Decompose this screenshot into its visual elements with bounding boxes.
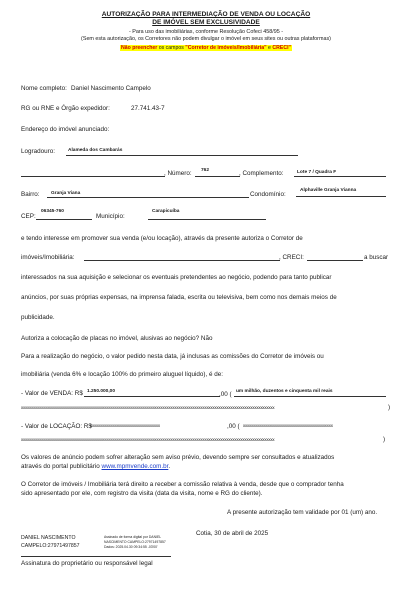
logradouro-line-2 bbox=[21, 176, 165, 177]
direito-line-2: sido apresentado por ele, com registro da visita (data da visita, nome e RG do cliente). bbox=[21, 490, 263, 497]
title-line-1: AUTORIZAÇÃO PARA INTERMEDIAÇÃO DE VENDA OU LOCAÇÃO bbox=[101, 11, 311, 18]
warn-and: e bbox=[266, 45, 273, 51]
venda-x-fill: xxxxxxxxxxxxxxxxxxxxxxxxxxxxxxxxxxxxxxxxxxxxxxxxxxxxxxxxxxxxxxxxxxxxxxxxxxxxxxxxxxxxxxxxxxxxxxxxxxxxxxxxxxxxxxxxxxxxxxxxxxxxxxx bbox=[21, 405, 275, 410]
signature-line bbox=[21, 556, 171, 557]
complemento-value: Lote 7 / Quadra F bbox=[297, 170, 337, 175]
venda-extenso: um milhão, duzentos e cinquenta mil reais bbox=[236, 389, 333, 394]
endereco-label: Endereço do imóvel anunciado: bbox=[21, 126, 110, 133]
place-date: Cotia, 30 de abril de 2025 bbox=[196, 530, 269, 537]
digital-signature-line-3: Dados: 2025.04.30 09:34:55 -03'00' bbox=[104, 545, 158, 549]
bairro-label: Bairro: bbox=[21, 191, 40, 198]
portal-link[interactable]: www.mpmvende.com.br bbox=[101, 463, 169, 470]
warn-fields: os campos bbox=[157, 45, 186, 51]
body-line-3: interessados na sua aquisição e selecionar os eventuais pretendentes ao negócio, podendo para tanto publicar bbox=[21, 274, 332, 281]
locacao-x-fill-3: xxxxxxxxxxxxxxxxxxxxxxxxxxxxxxxxxxxxxxxxxxxxxxxxxxxxxxxxxxxxxxxxxxxxxxxxxxxxxxxxxxxxxxxxxxxxxxxxxxxxxxxxxxxxxxxxxxxxxxxxxxxxxxx bbox=[21, 437, 275, 442]
venda-close: ) bbox=[388, 404, 391, 411]
comissao-line-2: imobiliária (venda 6% e locação 100% do primeiro aluguel líquido), é de: bbox=[21, 371, 223, 378]
validade-text: A presente autorização tem validade por 01 (um) ano. bbox=[227, 509, 378, 516]
alteracao-line-1: Os valores de anúncio podem sofrer alteração sem aviso prévio, devendo sempre ser consultados e atualizados bbox=[21, 454, 335, 461]
complemento-line bbox=[294, 176, 386, 177]
logradouro-label: Logradouro: bbox=[21, 148, 55, 155]
body-line-1: e tendo interesse em promover sua venda (e/ou locação), através da presente autoriza o Corretor de bbox=[21, 235, 303, 242]
municipio-value: Carapicuíba bbox=[152, 209, 180, 214]
body-line-5: publicidade. bbox=[21, 314, 55, 321]
locacao-cents: ,00 ( bbox=[227, 423, 240, 430]
bairro-line bbox=[47, 197, 249, 198]
locacao-x-fill-2: xxxxxxxxxxxxxxxxxxxxxxxxxxxxxxxxxxxxxxxxxxxxx bbox=[243, 423, 333, 428]
venda-label: - Valor de VENDA: R$ bbox=[21, 390, 83, 397]
placas-question: Autoriza a colocação de placas no imóvel, alusivas ao negócio? Não bbox=[21, 335, 213, 342]
bairro-value: Granja Viana bbox=[51, 191, 81, 196]
rg-value: 27.741.43-7 bbox=[131, 105, 165, 112]
digital-signature-line-2: NASCIMENTO CAMPELO:27971497857 bbox=[104, 540, 166, 544]
cep-label: CEP: bbox=[21, 213, 36, 220]
numero-label: , Número: bbox=[164, 170, 192, 177]
venda-extenso-line bbox=[234, 396, 386, 397]
subtitle-warning: (Sem esta autorização, os Corretores não podem divulgar o imóvel em seus sites ou outras plataformas) bbox=[81, 36, 331, 42]
alteracao-period: . bbox=[168, 463, 171, 470]
condominio-label: Condomínio: bbox=[250, 191, 286, 198]
body-line-4: anúncios, por suas próprias expensas, na imprensa falada, escrita ou televisiva, bem como nos demais meios de bbox=[21, 294, 337, 301]
municipio-line bbox=[148, 219, 266, 220]
nome-value: Daniel Nascimento Campelo bbox=[71, 85, 151, 92]
signer-name-line-1: DANIEL NASCIMENTO bbox=[21, 535, 76, 541]
alteracao-text: através do portal publicitário bbox=[21, 463, 102, 470]
warn-creci-field: CRECI" bbox=[272, 45, 291, 51]
nome-label: Nome completo: bbox=[21, 85, 67, 92]
logradouro-value: Alameda dos Cambarás bbox=[68, 148, 123, 153]
locacao-label: - Valor de LOCAÇÃO: R$ bbox=[21, 423, 92, 430]
title-line-2: DE IMÓVEL SEM EXCLUSIVIDADE bbox=[152, 19, 260, 26]
complemento-label: , Complemento: bbox=[239, 170, 284, 177]
venda-value: 1.250.000,00 bbox=[87, 389, 116, 394]
signer-name-line-2: CAMPELO:27971497857 bbox=[21, 543, 80, 549]
corretor-line bbox=[84, 260, 280, 261]
cep-line bbox=[36, 219, 92, 220]
warn-no-fill: Não preencher bbox=[120, 45, 158, 51]
body-line-2b: , CRECI: bbox=[279, 254, 304, 261]
creci-line bbox=[307, 260, 363, 261]
venda-cents: ,00 ( bbox=[219, 391, 232, 398]
numero-line bbox=[195, 176, 240, 177]
locacao-close: ) bbox=[383, 436, 386, 443]
body-line-2c: a buscar bbox=[364, 254, 389, 261]
venda-line bbox=[84, 396, 220, 397]
signature-caption: Assinatura do proprietário ou responsável legal bbox=[21, 560, 153, 567]
digital-signature-line-1: Assinado de forma digital por DANIEL bbox=[104, 535, 162, 539]
condominio-value: Alphaville Granja Vianna bbox=[300, 188, 357, 193]
condominio-line bbox=[296, 196, 386, 197]
municipio-label: Município: bbox=[96, 213, 125, 220]
fill-instruction bbox=[0, 45, 412, 51]
numero-value: 762 bbox=[201, 168, 210, 173]
direito-line-1: O Corretor de imóveis / Imobiliária terá direito a receber a comissão relativa à venda, desde que o comprador tenha bbox=[21, 481, 344, 488]
logradouro-line bbox=[66, 155, 298, 156]
locacao-x-fill-1: xxxxxxxxxxxxxxxxxxxxxxxxxxxxxxxxxxx bbox=[90, 423, 160, 428]
cep-value: 06345-760 bbox=[41, 209, 64, 214]
rg-label: RG ou RNE e Órgão expedidor: bbox=[21, 105, 110, 112]
comissao-line-1: Para a realização do negócio, o valor pedido nesta data, já inclusas as comissões do Corretor de imóveis ou bbox=[21, 353, 324, 360]
subtitle-resolution: - Para uso das imobiliárias, conforme Resolução Cofeci 458/95 - bbox=[128, 29, 283, 35]
alteracao-line-2 bbox=[21, 463, 170, 470]
warn-broker-field: "Corretor de imóveis/Imobiliária" bbox=[185, 45, 267, 51]
body-line-2a: imóveis/Imobiliária: bbox=[21, 254, 75, 261]
